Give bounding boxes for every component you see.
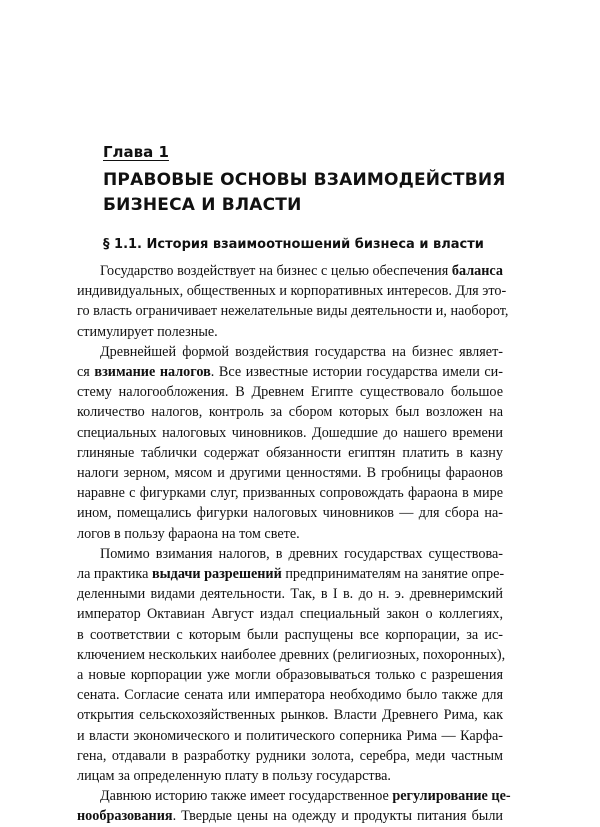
text-line: а новые корпорации уже могли образовываться только с разрешения <box>77 667 503 684</box>
section-heading: § 1.1. История взаимоотношений бизнеса и власти <box>103 237 484 252</box>
text-line: лицам за определенную плату в пользу государства. <box>77 768 391 785</box>
text-line: император Октавиан Август издал специальный закон о коллегиях, <box>77 606 503 623</box>
text-line <box>77 261 503 281</box>
text-line: стимулирует полезные. <box>77 323 218 340</box>
text-span: Давнюю историю также имеет государственное <box>100 788 393 805</box>
text-line: ином, помещались фигурки налоговых чиновников — для сбора на- <box>77 505 503 522</box>
text-span: ла практика <box>77 566 152 583</box>
text-span: ся <box>77 364 95 381</box>
text-span: предпринимателям на занятие опре- <box>281 566 505 583</box>
text-line: в соответствии с которым были распущены все корпорации, за ис- <box>77 626 503 643</box>
chapter-title-line: БИЗНЕСА И ВЛАСТИ <box>103 195 302 215</box>
paragraph-pricing <box>77 786 511 826</box>
text-line: и власти экономического и политического соперника Рима — Карфа- <box>77 727 503 744</box>
text-line <box>77 362 503 382</box>
text-line: наравне с фигурками слуг, призванных сопровождать фараона в мире <box>77 485 503 502</box>
text-line: логов в пользу фараона на том свете. <box>77 525 300 542</box>
emphasis-term: нообразования <box>77 808 173 825</box>
text-span: . Твердые цены на одежду и продукты питания были <box>172 808 503 825</box>
text-line <box>77 786 511 806</box>
text-line: Древнейшей формой воздействия государства на бизнес являет- <box>100 343 503 360</box>
chapter-title-line: ПРАВОВЫЕ ОСНОВЫ ВЗАИМОДЕЙСТВИЯ <box>103 170 506 190</box>
text-line: ключением нескольких наиболее древних (религиозных, похоронных), <box>77 646 506 663</box>
text-line <box>77 564 503 584</box>
emphasis-term: выдачи разрешений <box>151 566 282 583</box>
paragraph-taxes <box>77 342 503 544</box>
chapter-title <box>103 168 543 218</box>
emphasis-term: взимание налогов <box>94 364 211 381</box>
chapter-label: Глава 1 <box>103 143 169 161</box>
text-line: деленными видами деятельности. Так, в I в. до н. э. древнеримский <box>77 586 503 603</box>
emphasis-term: баланса <box>451 263 503 279</box>
text-span: . Все известные истории государства имели си- <box>210 364 503 381</box>
paragraph-balance <box>77 261 509 342</box>
text-line: гена, отдавали в разработку рудники золота, серебра, меди частным <box>77 747 503 764</box>
text-line: стему налогообложения. В Древнем Египте существовало большое <box>77 384 503 401</box>
text-line: го власть ограничивает нежелательные виды деятельности и, наоборот, <box>77 303 509 320</box>
text-line: открытия сельскохозяйственных рынков. Власти Древнего Рима, как <box>77 707 503 724</box>
text-line: налоги зерном, мясом и другими ценностями. В гробницы фараонов <box>77 465 503 482</box>
text-line: специальных налоговых чиновников. Дошедшие до нашего времени <box>77 424 503 441</box>
body-text <box>77 261 511 827</box>
text-line: индивидуальных, общественных и корпоративных интересов. Для это- <box>77 283 507 300</box>
text-line <box>77 806 503 826</box>
text-line: Помимо взимания налогов, в древних государствах существова- <box>100 545 503 562</box>
text-span: Государство воздействует на бизнес с целью обеспечения <box>100 263 452 279</box>
emphasis-term: регулирование це- <box>392 788 511 805</box>
text-line: сената. Согласие сената или императора необходимо было также для <box>77 687 503 704</box>
text-line: количество налогов, контроль за сбором которых был возложен на <box>77 404 503 421</box>
text-line: глиняные таблички содержат обязанности египтян платить в казну <box>77 444 503 461</box>
